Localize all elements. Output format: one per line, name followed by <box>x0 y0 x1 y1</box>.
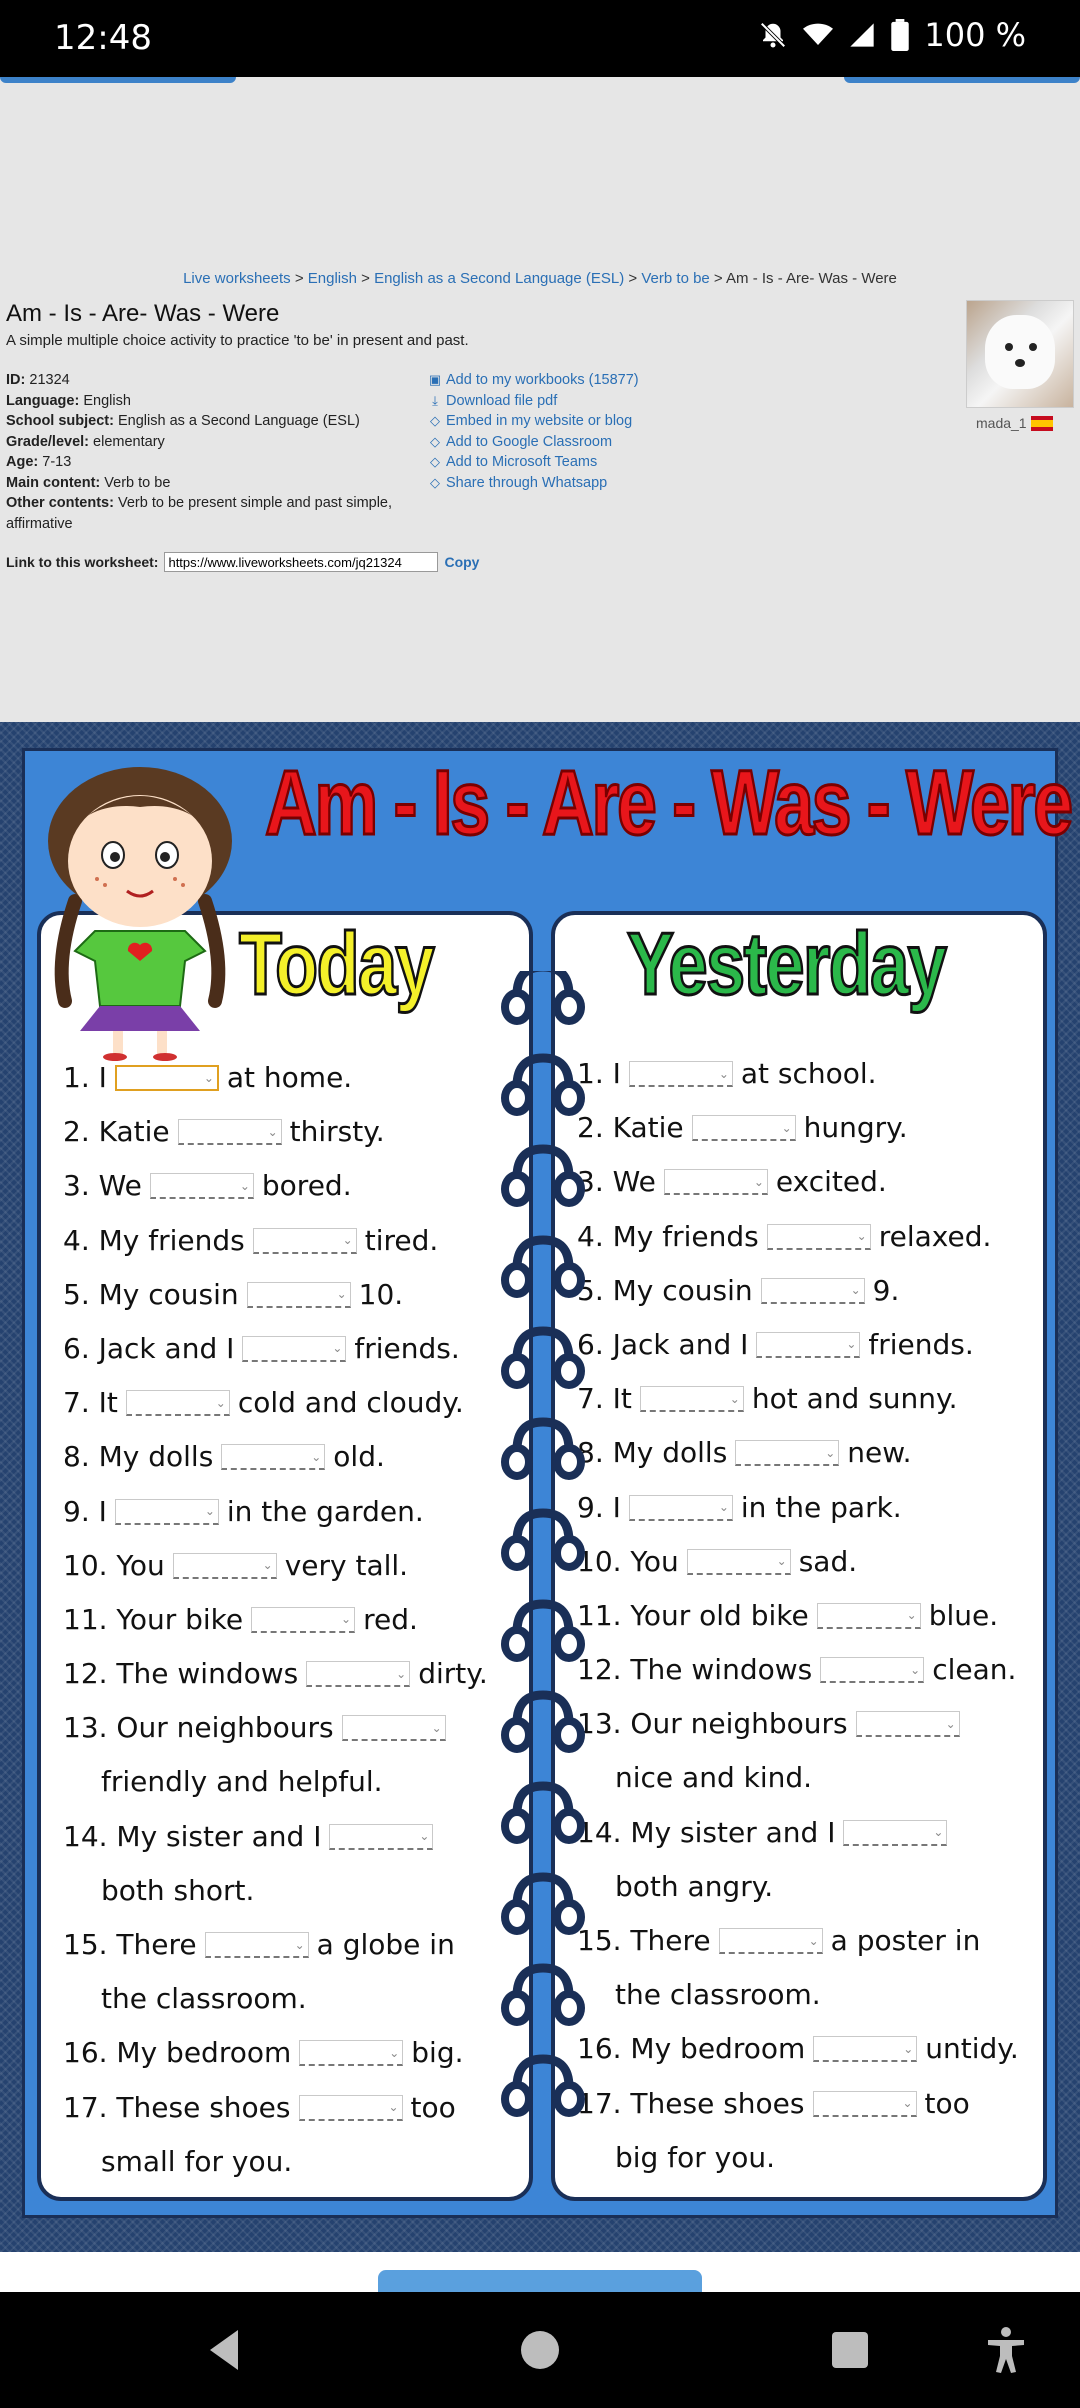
answer-dropdown[interactable] <box>664 1169 768 1195</box>
sentence-start: 3. We <box>63 1169 142 1203</box>
sentence-start: 5. My cousin <box>577 1273 753 1307</box>
sentence-end: blue. <box>928 1598 999 1632</box>
worksheet-link-row: Link to this worksheet: https://www.liveworksheets.com/jq21324 Copy <box>6 552 479 572</box>
sentence-start: 6. Jack and I <box>577 1327 749 1361</box>
chevron-down-icon: ⌄ <box>850 1283 861 1298</box>
sentence-continuation: the classroom. <box>615 1978 821 2012</box>
chevron-down-icon: ⌄ <box>294 1937 305 1952</box>
today-item <box>63 1593 533 1647</box>
chevron-down-icon: ⌄ <box>267 1124 278 1139</box>
answer-dropdown[interactable] <box>692 1115 796 1141</box>
sentence-end: at home. <box>226 1061 353 1094</box>
embed-icon: ◇ <box>430 433 440 449</box>
answer-dropdown[interactable] <box>150 1173 254 1199</box>
worksheet-actions <box>428 370 639 493</box>
microsoft-teams-link[interactable]: ◇ Add to Microsoft Teams <box>430 454 598 470</box>
sentence-end: cold and cloudy. <box>237 1386 464 1420</box>
sentence-start: 8. My dolls <box>63 1440 214 1474</box>
sentence-start: 12. The windows <box>577 1653 813 1687</box>
answer-dropdown[interactable] <box>299 2095 403 2121</box>
answer-dropdown[interactable] <box>242 1336 346 1362</box>
google-classroom-link[interactable]: ◇ Add to Google Classroom <box>430 433 613 450</box>
yesterday-heading: Yesterday <box>627 914 946 1013</box>
answer-dropdown[interactable] <box>629 1061 733 1087</box>
yesterday-item <box>577 1697 1047 1751</box>
sentence-start: 5. My cousin <box>63 1277 239 1311</box>
worksheet-heading: Am - Is - Are - Was - Were <box>265 752 1071 854</box>
sentence-start: 9. I <box>577 1490 621 1524</box>
answer-dropdown[interactable] <box>761 1278 865 1304</box>
breadcrumb: Live worksheets > English > English as a Second Language (ESL) > Verb to be > Am - Is - Are- Was - Were <box>183 270 897 287</box>
yesterday-item <box>577 2077 1047 2131</box>
yesterday-item <box>577 2022 1047 2076</box>
sentence-end: bored. <box>261 1169 352 1203</box>
status-time: 12:48 <box>54 18 152 58</box>
answer-dropdown[interactable] <box>178 1119 282 1145</box>
worksheet-meta <box>6 370 426 534</box>
sentence-end: red. <box>363 1602 418 1636</box>
today-item <box>63 1430 533 1484</box>
answer-dropdown[interactable] <box>767 1224 871 1250</box>
yesterday-item <box>577 1968 1047 2022</box>
today-heading: Today <box>239 914 434 1013</box>
download-pdf-link[interactable]: ⤓ Download file pdf <box>428 391 639 412</box>
breadcrumb-link-verb-to-be[interactable]: Verb to be <box>641 270 710 287</box>
embed-icon: ◇ <box>430 474 440 490</box>
yesterday-item <box>577 1643 1047 1697</box>
chevron-down-icon: ⌄ <box>903 2041 914 2056</box>
binder-ring <box>505 1695 581 1749</box>
yesterday-items <box>577 1047 1047 2185</box>
today-item <box>63 1268 533 1322</box>
sentence-end: 9. <box>872 1273 900 1307</box>
answer-dropdown[interactable] <box>640 1386 744 1412</box>
binder-ring <box>505 1968 581 2022</box>
copy-link-button[interactable]: Copy <box>444 554 480 570</box>
signal-icon <box>848 20 876 50</box>
sentence-start: 10. You <box>63 1548 165 1582</box>
status-icons <box>758 16 1026 54</box>
answer-dropdown[interactable] <box>813 2036 917 2062</box>
sentence-end: old. <box>333 1440 385 1474</box>
back-icon[interactable] <box>198 2322 254 2378</box>
sentence-start: 12. The windows <box>63 1657 299 1691</box>
meta-grade: Grade/level: elementary <box>6 433 165 450</box>
home-icon[interactable] <box>512 2322 568 2378</box>
meta-age: Age: 7-13 <box>6 454 72 470</box>
sentence-end: in the garden. <box>226 1494 424 1528</box>
answer-dropdown[interactable] <box>247 1282 351 1308</box>
yesterday-item <box>577 1535 1047 1589</box>
today-item <box>63 1214 533 1268</box>
chevron-down-icon: ⌄ <box>906 1608 917 1623</box>
chevron-down-icon: ⌄ <box>846 1337 857 1352</box>
sentence-start: 11. Your bike <box>63 1602 244 1636</box>
chevron-down-icon: ⌄ <box>204 1504 215 1518</box>
today-item <box>63 2135 533 2189</box>
breadcrumb-link-english[interactable]: English <box>307 270 357 287</box>
sentence-start: 2. Katie <box>63 1115 170 1149</box>
answer-dropdown[interactable] <box>687 1549 791 1575</box>
today-item <box>63 1864 533 1918</box>
header-tab-right[interactable] <box>844 77 1080 83</box>
chevron-down-icon: ⌄ <box>718 1066 729 1081</box>
binder-ring <box>505 1058 581 1112</box>
answer-dropdown[interactable] <box>856 1711 960 1737</box>
answer-dropdown[interactable] <box>115 1499 219 1525</box>
chevron-down-icon: ⌄ <box>203 1071 214 1085</box>
sentence-continuation: both angry. <box>615 1869 774 1903</box>
yesterday-item <box>577 1751 1047 1805</box>
chevron-down-icon: ⌄ <box>431 1720 442 1735</box>
sentence-end: new. <box>847 1436 912 1470</box>
sentence-end: tired. <box>364 1223 439 1257</box>
chevron-down-icon: ⌄ <box>389 2045 400 2060</box>
answer-dropdown[interactable] <box>173 1553 277 1579</box>
chevron-down-icon: ⌄ <box>388 2100 399 2115</box>
yesterday-item <box>577 1155 1047 1209</box>
today-item <box>63 1701 533 1755</box>
sentence-end: clean. <box>932 1653 1017 1687</box>
sentence-continuation: small for you. <box>101 2144 293 2178</box>
answer-dropdown[interactable] <box>843 1820 947 1846</box>
sentence-end: hot and sunny. <box>751 1382 958 1416</box>
whatsapp-share-link[interactable]: ◇ Share through Whatsapp <box>430 474 608 491</box>
chevron-down-icon: ⌄ <box>910 1662 921 1677</box>
binder-ring <box>505 1422 581 1476</box>
today-item <box>63 1647 533 1701</box>
yesterday-item <box>577 1589 1047 1643</box>
today-item <box>63 2026 533 2080</box>
chevron-down-icon: ⌄ <box>781 1120 792 1135</box>
sentence-end: hungry. <box>803 1111 908 1145</box>
chevron-down-icon: ⌄ <box>825 1445 836 1460</box>
answer-dropdown[interactable] <box>719 1928 823 1954</box>
chevron-down-icon: ⌄ <box>419 1829 430 1844</box>
chevron-down-icon: ⌄ <box>856 1229 867 1244</box>
chevron-down-icon: ⌄ <box>341 1612 352 1627</box>
answer-dropdown[interactable] <box>299 2040 403 2066</box>
today-items <box>63 1051 533 2189</box>
sentence-end: in the park. <box>740 1490 902 1524</box>
chevron-down-icon: ⌄ <box>902 2096 913 2111</box>
sentence-start: 10. You <box>577 1544 679 1578</box>
sentence-start: 9. I <box>63 1494 107 1528</box>
sentence-end: untidy. <box>925 2032 1019 2066</box>
yesterday-item <box>577 1806 1047 1860</box>
answer-dropdown[interactable] <box>251 1607 355 1633</box>
chevron-down-icon: ⌄ <box>753 1174 764 1189</box>
sentence-end: big. <box>411 2036 464 2070</box>
binder-ring <box>505 1331 581 1385</box>
yesterday-item <box>577 1860 1047 1914</box>
android-nav-bar <box>0 2292 1080 2408</box>
chevron-down-icon: ⌄ <box>311 1449 322 1464</box>
wifi-icon <box>802 20 834 50</box>
chevron-down-icon: ⌄ <box>336 1287 347 1302</box>
sentence-end: dirty. <box>418 1657 488 1691</box>
sentence-end: very tall. <box>284 1548 409 1582</box>
sentence-end: sad. <box>798 1544 858 1578</box>
sentence-continuation: both short. <box>101 1873 255 1907</box>
answer-dropdown[interactable] <box>629 1495 733 1521</box>
meta-other-contents: Other contents: Verb to be present simple and past simple, affirmative <box>6 495 393 532</box>
yesterday-item <box>577 1318 1047 1372</box>
sentence-end: friends. <box>354 1331 460 1365</box>
sentence-start: 14. My sister and I <box>577 1815 836 1849</box>
binder-ring <box>505 1604 581 1658</box>
yesterday-panel <box>551 911 1047 2201</box>
download-icon: ⤓ <box>432 392 438 408</box>
sentence-start: 3. We <box>577 1165 656 1199</box>
chevron-down-icon: ⌄ <box>262 1558 273 1573</box>
today-item <box>63 1376 533 1430</box>
yesterday-item <box>577 1210 1047 1264</box>
sentence-end: relaxed. <box>878 1219 992 1253</box>
author-name[interactable]: mada_1 <box>976 415 1053 431</box>
sentence-start: 14. My sister and I <box>63 1819 322 1853</box>
answer-dropdown[interactable] <box>817 1603 921 1629</box>
sentence-start: 15. There <box>577 1924 711 1957</box>
yesterday-item <box>577 1264 1047 1318</box>
embed-icon: ◇ <box>430 454 440 470</box>
answer-dropdown[interactable] <box>813 2091 917 2117</box>
sentence-continuation: big for you. <box>615 2140 775 2174</box>
today-item <box>63 1485 533 1539</box>
binder-ring <box>505 1877 581 1931</box>
today-panel <box>37 911 533 2201</box>
bottom-tab[interactable] <box>378 2270 702 2292</box>
page-description: A simple multiple choice activity to practice 'to be' in present and past. <box>6 332 469 349</box>
chevron-down-icon: ⌄ <box>808 1933 819 1948</box>
answer-dropdown[interactable] <box>735 1440 839 1466</box>
sentence-end: too <box>410 2090 456 2124</box>
sentence-start: 7. It <box>63 1386 118 1420</box>
sentence-start: 4. My friends <box>63 1223 245 1257</box>
chevron-down-icon: ⌄ <box>776 1554 787 1569</box>
sentence-start: 2. Katie <box>577 1111 684 1145</box>
sentence-start: 16. My bedroom <box>63 2036 292 2070</box>
chevron-down-icon: ⌄ <box>718 1500 729 1514</box>
sentence-end: friends. <box>868 1327 974 1361</box>
breadcrumb-link-live-worksheets[interactable]: Live worksheets <box>183 270 291 287</box>
embed-icon: ◇ <box>430 413 440 429</box>
answer-dropdown[interactable] <box>205 1932 309 1958</box>
today-item <box>63 1159 533 1213</box>
sentence-continuation: the classroom. <box>101 1982 307 2016</box>
add-workbook-icon: ▣ <box>428 372 442 388</box>
today-item <box>63 1972 533 2026</box>
author-avatar[interactable] <box>966 300 1074 408</box>
girl-illustration <box>35 761 245 1061</box>
accessibility-icon[interactable] <box>978 2322 1034 2378</box>
worksheet-frame <box>22 748 1071 2218</box>
yesterday-item <box>577 1481 1047 1535</box>
today-item <box>63 1918 533 1972</box>
binder-ring <box>505 2059 581 2113</box>
breadcrumb-link-esl[interactable]: English as a Second Language (ESL) <box>374 270 625 287</box>
yesterday-item <box>577 1914 1047 1968</box>
sentence-end: thirsty. <box>289 1115 385 1149</box>
sentence-start: 17. These shoes <box>63 2090 291 2124</box>
today-item <box>63 1539 533 1593</box>
answer-dropdown[interactable] <box>253 1228 357 1254</box>
sentence-start: 7. It <box>577 1382 632 1416</box>
recents-icon[interactable] <box>822 2322 878 2378</box>
sentence-start: 16. My bedroom <box>577 2032 806 2066</box>
answer-dropdown[interactable] <box>306 1661 410 1687</box>
meta-id: ID: 21324 <box>6 372 70 388</box>
today-item <box>63 1755 533 1809</box>
yesterday-item <box>577 1047 1047 1101</box>
battery-icon <box>890 19 910 51</box>
today-item <box>63 1810 533 1864</box>
sentence-start: 1. I <box>577 1057 621 1090</box>
sentence-start: 1. I <box>63 1061 107 1094</box>
today-item <box>63 1105 533 1159</box>
today-item <box>63 2081 533 2135</box>
yesterday-item <box>577 2131 1047 2185</box>
binder-rings <box>483 971 603 2191</box>
answer-dropdown[interactable] <box>329 1824 433 1850</box>
answer-dropdown[interactable] <box>820 1657 924 1683</box>
sentence-end: 10. <box>358 1277 404 1311</box>
add-to-workbooks-link[interactable]: ▣ Add to my workbooks (15877) <box>428 372 639 388</box>
chevron-down-icon: ⌄ <box>945 1716 956 1731</box>
sentence-continuation: friendly and helpful. <box>101 1765 383 1799</box>
page-title: Am - Is - Are- Was - Were <box>6 300 280 327</box>
binder-rings-group <box>505 971 581 2113</box>
chevron-down-icon: ⌄ <box>396 1666 407 1681</box>
header-tab-left[interactable] <box>0 77 236 83</box>
answer-dropdown[interactable] <box>115 1065 219 1091</box>
meta-school-subject: School subject: English as a Second Language (ESL) <box>6 413 360 429</box>
chevron-down-icon: ⌄ <box>239 1178 250 1193</box>
worksheet-link-input[interactable] <box>164 552 438 572</box>
sentence-start: 17. These shoes <box>577 2086 805 2120</box>
status-bar <box>0 0 1080 77</box>
breadcrumb-current: Am - Is - Are- Was - Were <box>726 270 897 287</box>
sentence-end: at school. <box>740 1057 877 1090</box>
sentence-end: a globe in <box>316 1928 455 1961</box>
sentence-end: excited. <box>775 1165 887 1199</box>
answer-dropdown[interactable] <box>756 1332 860 1358</box>
dog-photo <box>985 315 1055 389</box>
chevron-down-icon: ⌄ <box>332 1341 343 1356</box>
sentence-end: a poster in <box>830 1924 981 1957</box>
chevron-down-icon: ⌄ <box>933 1825 944 1840</box>
binder-ring <box>505 1240 581 1294</box>
answer-dropdown[interactable] <box>342 1715 446 1741</box>
answer-dropdown[interactable] <box>126 1390 230 1416</box>
sentence-start: 6. Jack and I <box>63 1331 235 1365</box>
sentence-start: 4. My friends <box>577 1219 759 1253</box>
sentence-start: 13. Our neighbours <box>63 1711 334 1745</box>
meta-language: Language: English <box>6 392 131 409</box>
sentence-start: 11. Your old bike <box>577 1598 809 1632</box>
chevron-down-icon: ⌄ <box>215 1395 226 1410</box>
answer-dropdown[interactable] <box>221 1444 325 1470</box>
today-item <box>63 1322 533 1376</box>
sentence-end: too <box>924 2086 970 2120</box>
meta-main-content: Main content: Verb to be <box>6 474 171 491</box>
chevron-down-icon: ⌄ <box>729 1391 740 1406</box>
sentence-start: 8. My dolls <box>577 1436 728 1470</box>
binder-ring <box>505 1513 581 1567</box>
yesterday-item <box>577 1372 1047 1426</box>
battery-percent: 100 % <box>924 16 1026 54</box>
sentence-continuation: nice and kind. <box>615 1761 813 1795</box>
yesterday-item <box>577 1426 1047 1480</box>
sentence-start: 15. There <box>63 1928 197 1961</box>
sentence-start: 13. Our neighbours <box>577 1707 848 1741</box>
mute-bell-icon <box>758 20 788 50</box>
spain-flag-icon <box>1031 416 1053 431</box>
binder-ring <box>505 971 581 1021</box>
worksheet-canvas <box>0 722 1080 2252</box>
binder-ring <box>505 1786 581 1840</box>
yesterday-item <box>577 1101 1047 1155</box>
embed-link[interactable]: ◇ Embed in my website or blog <box>430 413 633 429</box>
binder-ring <box>505 1149 581 1203</box>
chevron-down-icon: ⌄ <box>342 1233 353 1248</box>
